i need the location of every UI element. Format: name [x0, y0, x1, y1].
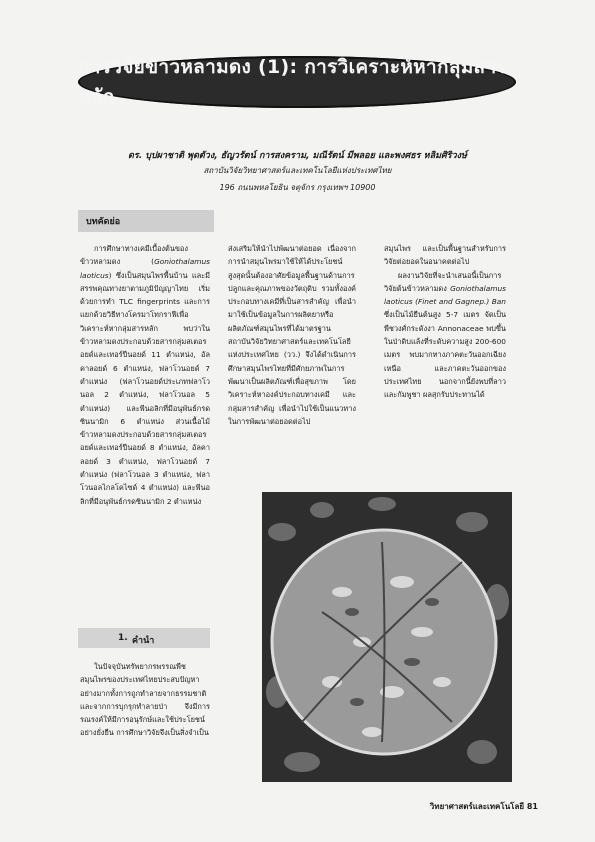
abstract-text-b: ) ซึ่งเป็นสมุนไพรพื้นบ้าน และมีสรรพคุณทางยาตามภูมิปัญญาไทย เริ่มด้วยการทำ TLC fingerprints และการแยกด้วยวิธีทางโครมาโทกราฟีเพื่อวิเคราะห์หากลุ่มสารหลัก พบว่าในข้าวหลามดงประกอบด้วยสารกลุ่มสเตอรอยด์และเทอร์ปีนอยด์ 11 ตำแหน่ง, อัลคาลอยด์ 6 ตำแหน่ง, ฟลาโวนอยด์ 7 ตำแหน่ง (ฟลาโวนอยด์ประเภทฟลาโวนอล 2 ตำแหน่ง, ฟลาโวนอล 5 ตำแหน่ง) และพีนอลิกที่มีอนุพันธ์กรดซินนามิก 6 ตำแหน่ง ส่วนเนื้อไม้ข้าวหลามดงประกอบด้วยสารกลุ่มสเตอรอยด์และเทอร์ปีนอยด์ 8 ตำแหน่ง, อัลคาลอยด์ 3 ตำแหน่ง, ฟลาโวนอยด์ 7 ตำแหน่ง (ฟลาโวนอล 3 ตำแหน่ง, ฟลาโวนอลไกลโคไซด์ 4 ตำแหน่ง) และพีนอลิกที่มีอนุพันธ์กรดซินนามิก 2 ตำแหน่ง [80, 270, 210, 506]
page-number: 81 [526, 802, 538, 811]
affiliation-address: 196 ถนนพหลโยธิน จตุจักร กรุงเทพฯ 10900 [219, 183, 376, 192]
column-three-text [384, 242, 506, 402]
affiliation-institute: สถาบันวิจัยวิทยาศาสตร์และเทคโนโลยีแห่งประเทศไทย [203, 166, 392, 175]
column-three-paragraph-a: สมุนไพร และเป็นพื้นฐานสำหรับการวิจัยต่อยอดในอนาคตต่อไป [384, 244, 506, 267]
article-title: การวิจัยข้าวหลามดง (1): การวิเคราะห์หากลุ่มสารหลัก [78, 56, 507, 108]
species-name: Goniothalamus laoticus [80, 257, 210, 280]
column-two-paragraph: ส่งเสริมให้นำไปพัฒนาต่อยอด เนื่องจากการนำสมุนไพรมาใช้ให้ได้ประโยชน์สูงสุดนั้นต้องอาศัยข้อมูลพื้นฐานด้านการปลูกและคุณภาพของวัตถุดิบ รวมทั้งองค์ประกอบทางเคมีที่เป็นสารสำคัญ เพื่อนำมาใช้เป็นข้อมูลในการผลิตยาหรือผลิตภัณฑ์สมุนไพรที่ได้มาตรฐาน สถาบันวิจัยวิทยาศาสตร์และเทคโนโลยีแห่งประเทศไทย (วว.) จึงได้ดำเนินการศึกษาสมุนไพรไทยที่มีศักยภาพในการพัฒนาเป็นผลิตภัณฑ์เพื่อสุขภาพ โดยวิเคราะห์หาองค์ประกอบทางเคมี และกลุ่มสารสำคัญ เพื่อนำไปใช้เป็นแนวทางในการพัฒนาต่อยอดต่อไป [228, 244, 356, 426]
abstract-text-a: การศึกษาทางเคมีเบื้องต้นของ ข้าวหลามดง ( [80, 244, 188, 267]
intro-section-number: 1. [118, 633, 128, 643]
column-three-text-b1: ผลงานวิจัยที่จะนำเสนอนี้เป็นการวิจัยต้นข้าวหลามดง [384, 270, 502, 293]
plant-photo [262, 492, 512, 782]
intro-body [80, 660, 210, 740]
species-full-name: Goniothalamus laoticus (Finet and Gagnep.) Ban [384, 283, 506, 307]
intro-paragraph: ในปัจจุบันทรัพยากรพรรณพืชสมุนไพรของประเทศไทยประสบปัญหาอย่างมากทั้งการถูกทำลายจากธรรมชาติและจากการบุกรุกทำลายป่า จึงมีการรณรงค์ให้มีการอนุรักษ์และใช้ประโยชน์อย่างยั่งยืน การศึกษาวิจัยจึงเป็นสิ่งจำเป็น [80, 662, 210, 738]
page-footer [0, 800, 538, 813]
column-two-text [228, 242, 356, 428]
abstract-body [80, 242, 210, 508]
intro-section-title: คำนำ [132, 636, 155, 646]
authors-line: ดร. บุปผาชาติ พุดตัวง, ธัญวรัตน์ การสงคราม, มณีรัตน์ มีพลอย และพงศธร หลิมศิริวงษ์ [128, 151, 467, 161]
plant-photo-image [262, 492, 512, 782]
column-three-text-b2: ซึ่งเป็นไม้ยืนต้นสูง 5-7 เมตร จัดเป็นพืชวงศ์กระดังงา Annonaceae พบขึ้นในป่าดิบแล้งที่ระดับความสูง 200-600 เมตร พบมากทางภาคตะวันออกเฉียงเหนือ และภาคตะวันออกของประเทศไทย นอกจากนี้ยังพบที่ลาว และกัมพูชา ผลสุกรับประทานได้ [384, 310, 506, 400]
abstract-heading: บทคัดย่อ [86, 217, 121, 227]
journal-name: วิทยาศาสตร์และเทคโนโลยี [429, 802, 525, 811]
